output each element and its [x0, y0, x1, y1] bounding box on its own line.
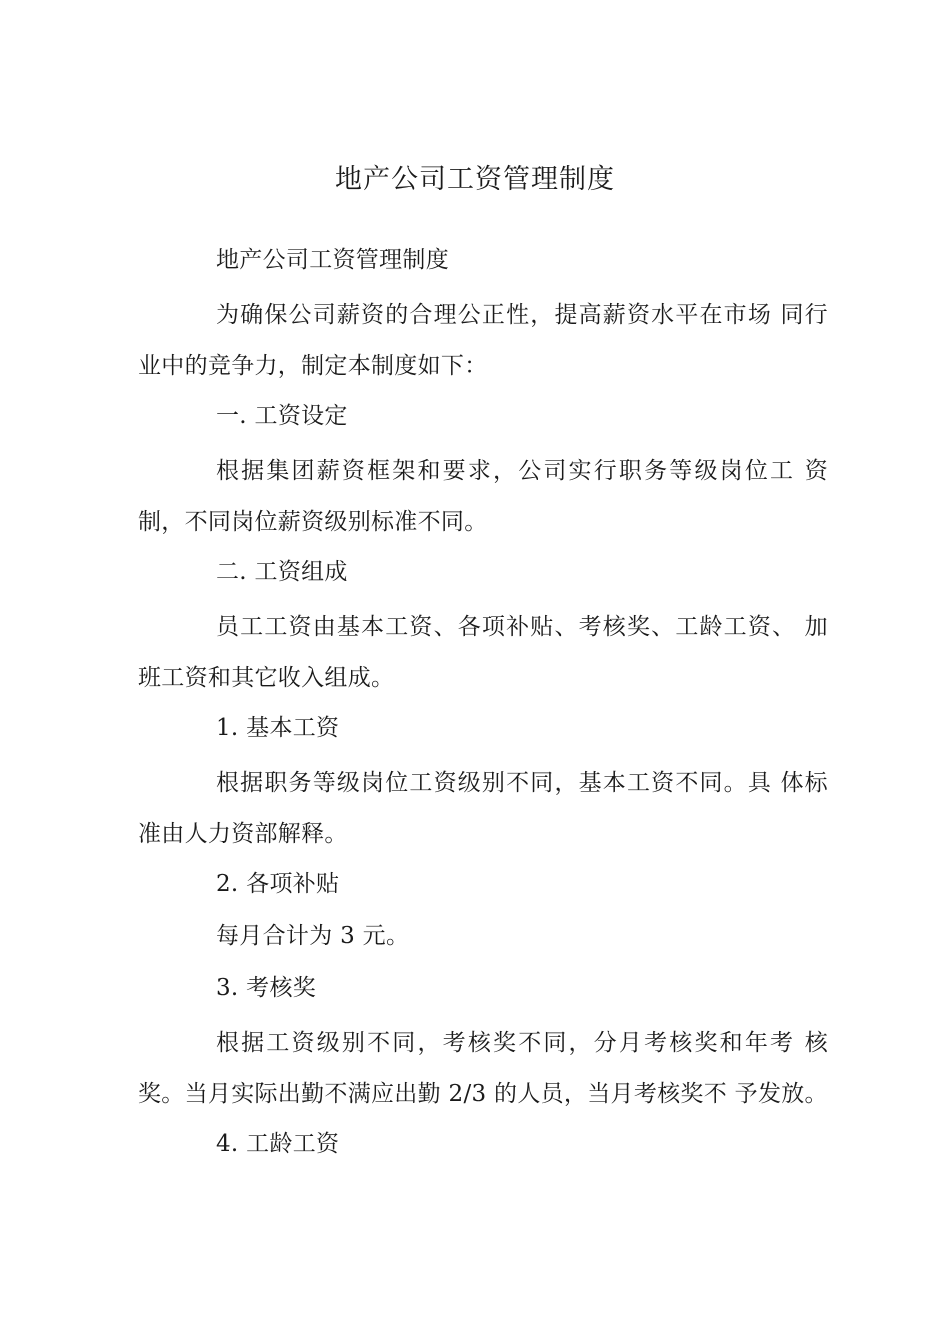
- heading-seniority-pay: 4. 工龄工资: [216, 1131, 340, 1157]
- paragraph-performance-bonus: 根据工资级别不同，考核奖不同，分月考核奖和年考 核奖。当月实际出勤不满应出勤 2/3 的人员，当月考核奖不 予发放。: [138, 1030, 828, 1107]
- heading-base-salary: 1. 基本工资: [216, 715, 340, 741]
- heading-salary-setting: 一. 工资设定: [216, 403, 348, 429]
- heading-salary-composition: 二. 工资组成: [216, 559, 348, 585]
- paragraph-intro: 为确保公司薪资的合理公正性，提高薪资水平在市场 同行业中的竞争力，制定本制度如下：: [138, 302, 828, 379]
- document-body: [138, 238, 828, 1174]
- heading-performance-bonus: 3. 考核奖: [216, 975, 317, 1001]
- paragraph-subtitle: 地产公司工资管理制度: [216, 247, 449, 273]
- paragraph-allowances: 每月合计为 3 元。: [216, 923, 410, 949]
- paragraph-salary-setting: 根据集团薪资框架和要求，公司实行职务等级岗位工 资制，不同岗位薪资级别标准不同。: [138, 458, 828, 535]
- heading-allowances: 2. 各项补贴: [216, 871, 340, 897]
- paragraph-base-salary: 根据职务等级岗位工资级别不同，基本工资不同。具 体标准由人力资部解释。: [138, 770, 828, 847]
- paragraph-salary-composition: 员工工资由基本工资、各项补贴、考核奖、工龄工资、 加班工资和其它收入组成。: [138, 614, 828, 691]
- document-title: 地产公司工资管理制度: [335, 164, 615, 195]
